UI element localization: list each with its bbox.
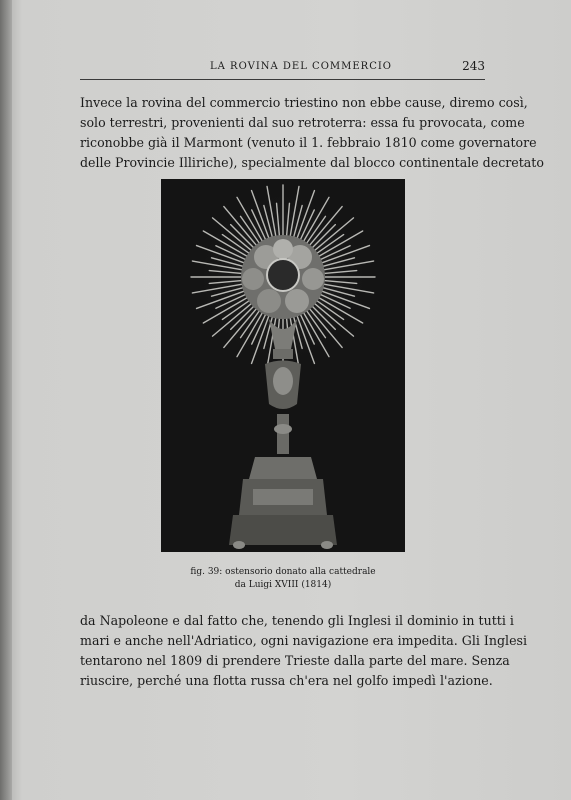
figure-photograph-monstrance: [161, 179, 405, 552]
page-header: [80, 59, 485, 80]
text-line: solo terrestri, provenienti dal suo retroterra: essa fu provocata, come: [80, 115, 525, 130]
paragraph-top: [80, 93, 544, 173]
book-spine-shadow: [0, 0, 12, 800]
figure-caption: [161, 566, 405, 592]
text-line: delle Provincie Illiriche), specialmente dal blocco continentale decretato: [80, 155, 544, 170]
text-line: da Napoleone e dal fatto che, tenendo gli Inglesi il dominio in tutti i: [80, 613, 514, 628]
text-line: riconobbe già il Marmont (venuto il 1. febbraio 1810 come governatore: [80, 135, 537, 150]
running-title: LA ROVINA DEL COMMERCIO: [210, 61, 393, 72]
text-line: riuscire, perché una flotta russa ch'era nel golfo impedì l'azione.: [80, 673, 493, 688]
page-number: 243: [462, 59, 485, 73]
caption-line: fig. 39: ostensorio donato alla cattedrale: [190, 567, 376, 577]
paragraph-bottom: [80, 611, 528, 691]
caption-line: da Luigi XVIII (1814): [234, 580, 332, 590]
text-line: Invece la rovina del commercio triestino non ebbe cause, diremo così,: [80, 95, 528, 110]
text-line: mari e anche nell'Adriatico, ogni navigazione era impedita. Gli Inglesi: [80, 633, 528, 648]
monstrance-image: [161, 179, 405, 552]
text-line: tentarono nel 1809 di prendere Trieste dalla parte del mare. Senza: [80, 653, 510, 668]
